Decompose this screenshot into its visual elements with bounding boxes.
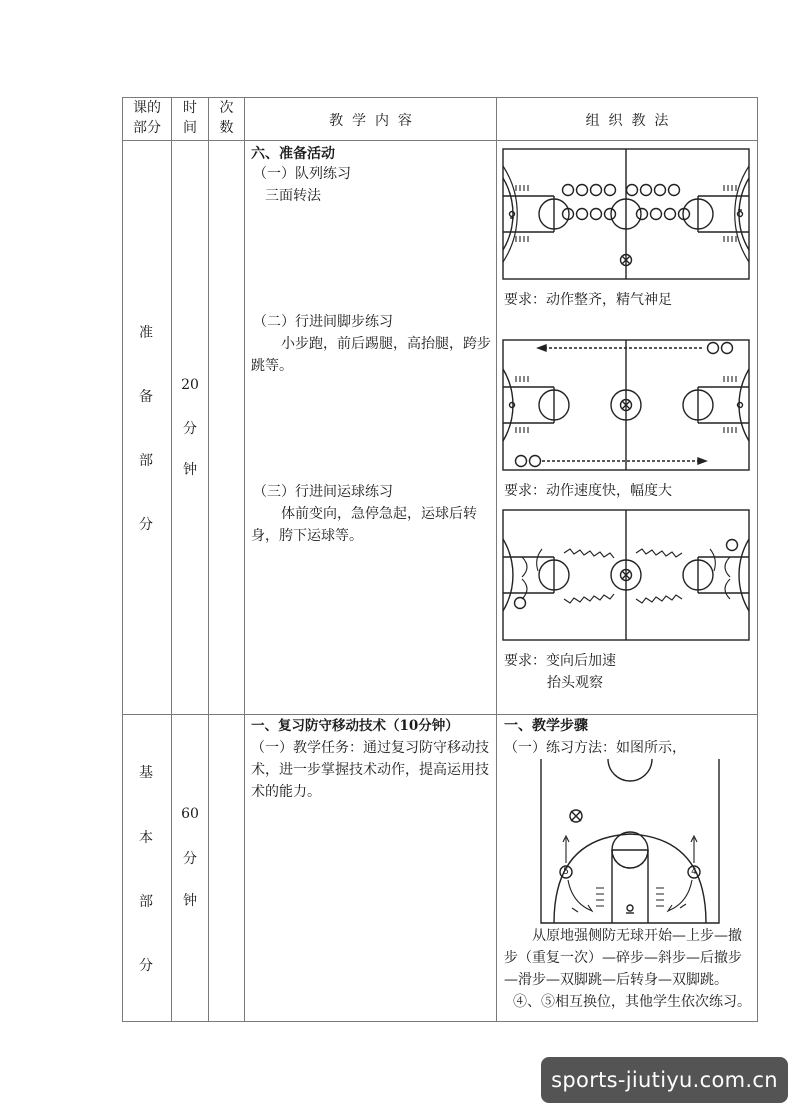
prep-item2-title: （二）行进间脚步练习 [253,314,393,330]
court-diagram-formation [502,148,750,280]
watermark-banner: sports-jiutiyu.com.cn [541,1057,788,1103]
header-part-line2: 部分 [133,120,161,136]
basic-part-char-4: 分 [139,958,153,974]
prep-time-number: 20 [181,377,199,393]
table-border-bottom [122,1021,758,1022]
prep-part-char-1: 准 [139,325,153,341]
header-time [172,98,208,138]
prep-title: 六、准备活动 [251,146,335,162]
header-part [124,98,170,138]
prep-time-unit-1: 分 [183,421,197,437]
basic-time-unit-1: 分 [183,851,197,867]
prep-requirement-3-line2: 抬头观察 [547,675,603,691]
prep-item1-body: 三面转法 [265,188,321,204]
basic-part-char-3: 部 [139,894,153,910]
basic-method-title: 一、教学步骤 [504,718,588,734]
header-count-line1: 次 [219,100,234,116]
table-header-divider [122,140,758,141]
player-5-marker: 5 [563,867,569,877]
prep-item3-title: （三）行进间运球练习 [253,484,393,500]
header-part-line1: 课的 [133,100,161,116]
basic-time-unit-2: 钟 [183,893,197,909]
prep-requirement-2: 要求：动作速度快，幅度大 [504,483,672,499]
table-col-divider-2 [208,97,209,1022]
basic-part-char-2: 本 [139,830,153,846]
header-time-line1: 时 [183,100,197,116]
court-diagram-running [502,339,750,471]
prep-item3-body: 体前变向，急停急起，运球后转身，胯下运球等。 [251,506,477,544]
basic-swap-note: ④、⑤相互换位，其他学生依次练习。 [513,994,751,1010]
prep-requirement-3-line1: 要求：变向后加速 [504,653,616,669]
header-method: 组 织 教 法 [585,113,669,129]
prep-part-char-3: 部 [139,453,153,469]
prep-time-unit-2: 钟 [183,462,197,478]
prep-requirement-1: 要求：动作整齐，精气神足 [504,292,672,308]
prep-item2-body: 小步跑，前后踢腿，高抬腿，跨步跳等。 [251,336,491,374]
prep-item1-title: （一）队列练习 [253,166,351,182]
table-col-divider-4 [496,97,497,1022]
header-time-line2: 间 [183,120,197,136]
halfcourt-diagram [540,758,720,924]
basic-title: 一、复习防守移动技术（10分钟） [251,718,459,734]
table-col-divider-3 [244,97,245,1022]
basic-time-number: 60 [181,806,199,822]
header-content: 教 学 内 容 [329,113,412,129]
basic-task: （一）教学任务：通过复习防守移动技术，进一步掌握技术动作，提高运用技术的能力。 [251,740,489,800]
prep-part-char-2: 备 [139,389,153,405]
basic-part-char-1: 基 [139,765,153,781]
basic-steps: 从原地强侧防无球开始—上步—撤步（重复一次）—碎步—斜步—后撤步—滑步—双脚跳—后转身—双脚跳。 [504,928,742,988]
header-count-line2: 数 [219,120,234,136]
court-diagram-dribbling [502,509,750,641]
table-col-divider-1 [171,97,172,1022]
table-border-left [122,97,123,1022]
table-border-right [757,97,758,1022]
prep-part-char-4: 分 [139,517,153,533]
player-4-marker: 4 [691,867,697,877]
header-count [209,98,244,138]
basic-method-subtitle: （一）练习方法：如图所示， [504,740,686,756]
